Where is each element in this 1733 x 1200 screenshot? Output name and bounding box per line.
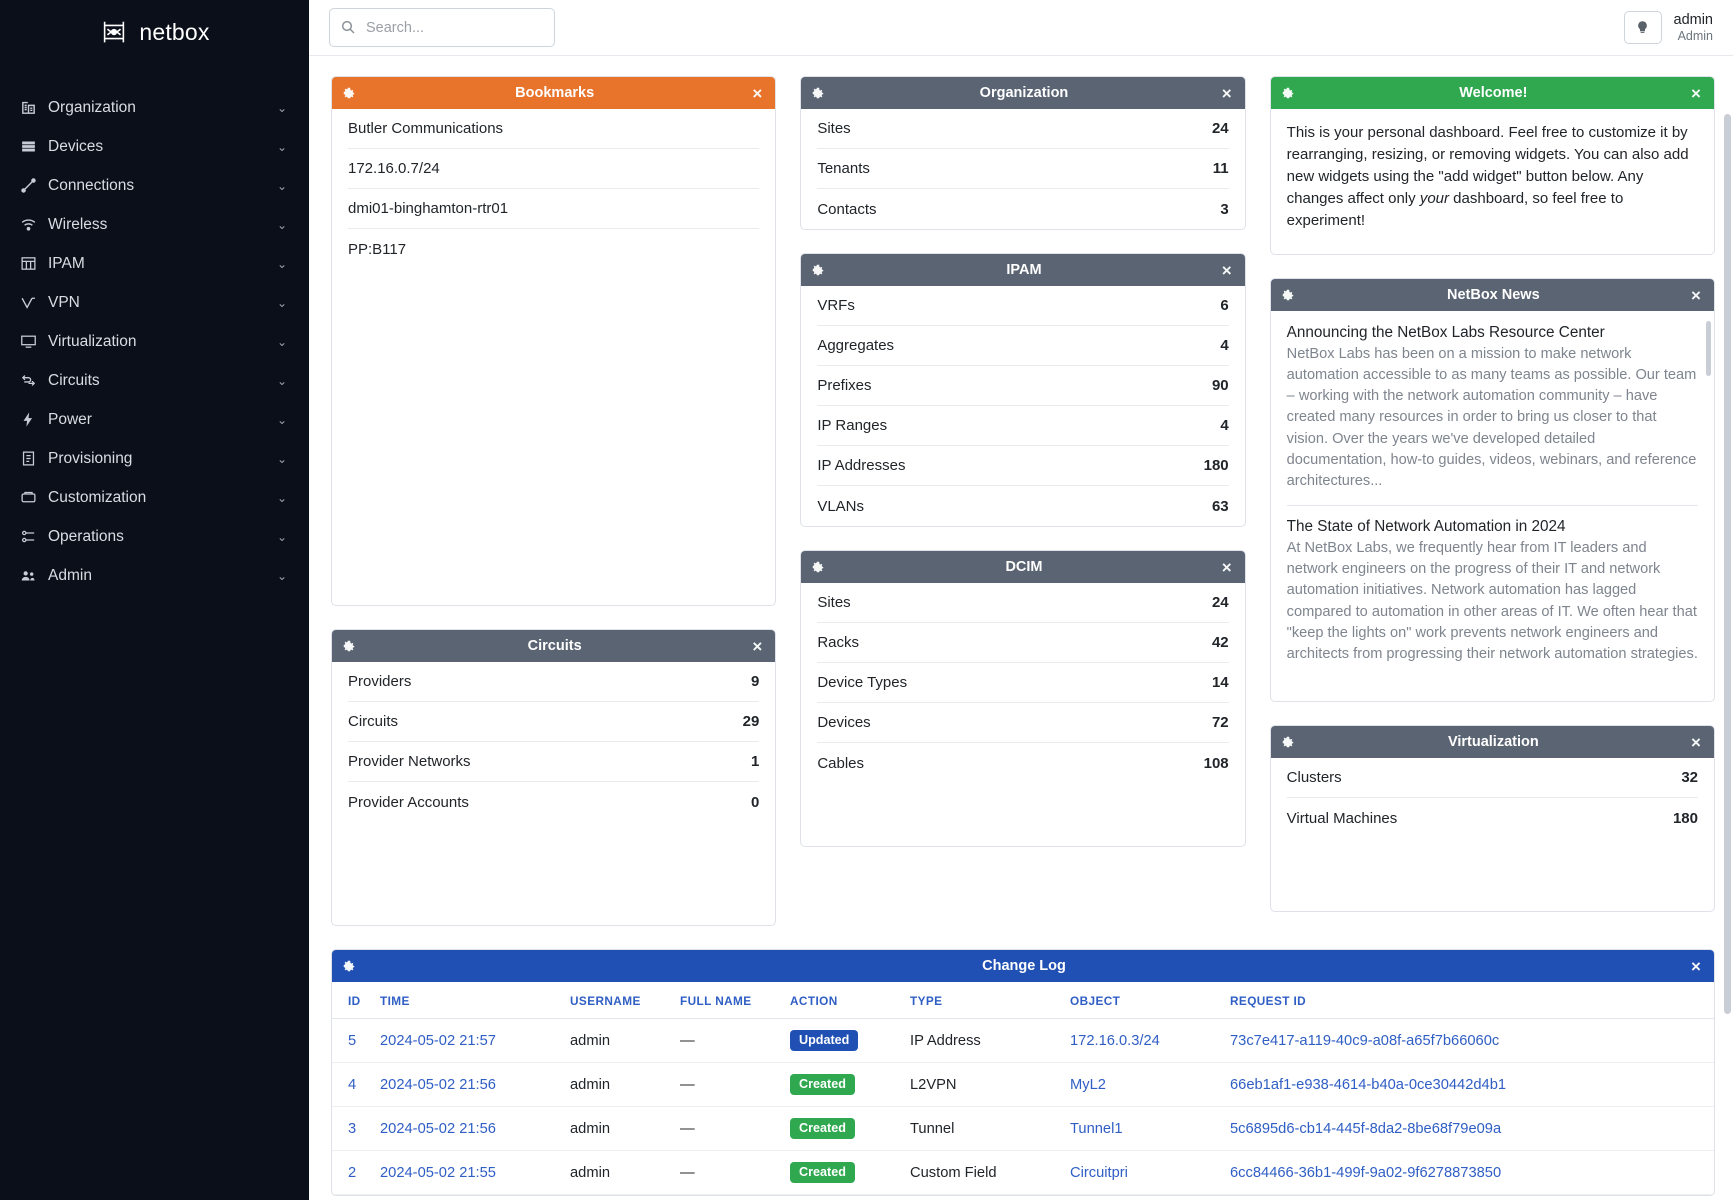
virtualization-icon (20, 333, 46, 350)
column-header-action[interactable]: ACTION (782, 982, 902, 1019)
cell-time[interactable]: 2024-05-02 21:55 (372, 1151, 562, 1195)
widget-virtualization (1270, 725, 1715, 912)
chevron-down-icon: ⌄ (276, 451, 287, 466)
stat-label: Contacts (817, 200, 877, 218)
dashboard (309, 56, 1733, 1200)
stat-value: 180 (1672, 809, 1698, 827)
stat-value: 180 (1203, 457, 1229, 474)
widget-body (332, 662, 775, 822)
stat-value: 42 (1211, 634, 1229, 651)
status-badge: Updated (790, 1030, 858, 1051)
organization-icon (20, 99, 46, 116)
cell-time[interactable]: 2024-05-02 21:56 (372, 1063, 562, 1107)
cell-username: admin (562, 1063, 672, 1107)
gear-icon[interactable] (342, 86, 360, 100)
stat-label: Cables (817, 754, 865, 772)
stat-value: 14 (1211, 674, 1229, 691)
sidebar-item-label: Circuits (48, 371, 100, 389)
admin-icon (20, 567, 46, 584)
stat-label: Device Types (817, 674, 908, 691)
widget-organization (800, 76, 1245, 230)
welcome-text-part2: dashboard, so feel free to experiment! (1286, 190, 1624, 230)
close-icon[interactable]: × (1221, 260, 1232, 280)
cell-type: Custom Field (902, 1151, 1062, 1195)
stat-value: 4 (1220, 417, 1229, 434)
stat-label: Provider Networks (348, 753, 471, 770)
widget-header (801, 77, 1244, 109)
stat-row[interactable] (1287, 798, 1698, 838)
widget-title: DCIM (1005, 559, 1043, 575)
stat-row[interactable] (817, 406, 1228, 446)
widget-netbox-news (1270, 278, 1715, 702)
widget-header (332, 950, 1714, 982)
stat-row[interactable] (817, 623, 1228, 663)
stat-row[interactable] (817, 149, 1228, 189)
stat-value: 24 (1211, 594, 1229, 611)
stat-value: 24 (1211, 120, 1229, 137)
bookmark-label: 172.16.0.7/24 (348, 160, 440, 177)
cell-full-name: — (672, 1063, 782, 1107)
cell-id[interactable]: 4 (332, 1063, 372, 1107)
news-body-text: At NetBox Labs, we frequently hear from IT leaders and network engineers on the progress of their IT and network automation initiatives. Network automation has lagged compared to automation in other areas of IT. We often hear that "keep the lights on" work prevents network engineers and architects from progressing their network automation strategies. (1286, 540, 1698, 662)
cell-request-id[interactable]: 5c6895d6-cb14-445f-8da2-8be68f79e09a (1222, 1107, 1714, 1151)
netbox-logo-icon (99, 17, 129, 47)
stat-value: 11 (1212, 160, 1229, 177)
cell-username: admin (562, 1151, 672, 1195)
news-body-text: NetBox Labs has been on a mission to make network automation accessible to as many teams as possible. Our team – working with the network automation community – have created many resources in order to bring us closer to that vision. Over the years we've developed detailed documentation, how-to guides, videos, webinars, and reference architectures... (1286, 346, 1697, 489)
sidebar-item-label: Wireless (48, 215, 108, 233)
close-icon[interactable]: × (1221, 83, 1232, 103)
widget-header (1271, 726, 1714, 758)
stat-label: Aggregates (817, 337, 895, 354)
stat-label: Providers (348, 673, 412, 690)
stat-value: 63 (1211, 497, 1229, 515)
sidebar-item-label: Power (48, 410, 92, 428)
user-role: Admin (1677, 28, 1713, 43)
welcome-text (1287, 122, 1698, 232)
cell-request-id[interactable]: 66eb1af1-e938-4614-b40a-0ce30442d4b1 (1222, 1063, 1714, 1107)
status-badge: Created (790, 1162, 855, 1183)
page-scrollbar[interactable] (1724, 114, 1731, 1014)
stat-label: VLANs (817, 497, 865, 515)
stat-value: 32 (1681, 769, 1698, 786)
chevron-down-icon: ⌄ (276, 178, 287, 193)
table-row (332, 1151, 1714, 1195)
stat-row[interactable] (817, 109, 1228, 149)
stat-label: Clusters (1286, 769, 1342, 786)
cell-full-name: — (672, 1151, 782, 1195)
stat-row[interactable] (817, 743, 1228, 783)
grid-column-3 (1270, 76, 1715, 935)
close-icon[interactable]: × (1691, 956, 1701, 976)
widget-body (801, 109, 1244, 229)
sidebar-item-label: Admin (48, 566, 92, 584)
cell-object[interactable]: Tunnel1 (1062, 1107, 1222, 1151)
gear-icon[interactable] (1281, 288, 1299, 302)
stat-label: IP Ranges (817, 417, 888, 434)
close-icon[interactable]: × (752, 83, 763, 103)
stat-row[interactable] (817, 366, 1228, 406)
stat-row[interactable] (348, 662, 759, 702)
sidebar-item-power[interactable] (0, 400, 309, 439)
widget-header (801, 254, 1244, 286)
stat-row[interactable] (817, 446, 1228, 486)
list-item[interactable] (348, 149, 759, 189)
widget-body[interactable] (1271, 311, 1714, 701)
devices-icon (20, 138, 46, 155)
list-item[interactable] (348, 109, 759, 149)
sidebar-item-label: Connections (48, 176, 135, 194)
sidebar-item-ipam[interactable] (0, 244, 309, 283)
widget-bookmarks (331, 76, 776, 606)
gear-icon[interactable] (342, 959, 360, 973)
sidebar-nav (0, 88, 309, 595)
provisioning-icon (20, 450, 46, 467)
connections-icon (20, 177, 46, 194)
sidebar-item-organization[interactable] (0, 88, 309, 127)
sidebar-item-label: Provisioning (48, 449, 133, 467)
news-headline[interactable]: The State of Network Automation in 2024 (1286, 518, 1566, 536)
stat-row[interactable] (817, 486, 1228, 526)
widget-ipam (800, 253, 1245, 527)
widget-header (1271, 77, 1714, 109)
sidebar-item-provisioning[interactable] (0, 439, 309, 478)
news-headline[interactable]: Announcing the NetBox Labs Resource Center (1286, 324, 1605, 341)
column-header-object[interactable]: OBJECT (1062, 982, 1222, 1019)
column-header-time[interactable]: TIME (372, 982, 562, 1019)
stat-value: 3 (1220, 200, 1229, 218)
stat-row[interactable] (817, 663, 1228, 703)
wireless-icon (20, 216, 46, 233)
widget-header (1271, 279, 1714, 311)
stat-label: Sites (817, 120, 851, 137)
stat-value: 1 (750, 753, 760, 770)
sidebar-item-vpn[interactable] (0, 283, 309, 322)
stat-row[interactable] (348, 742, 759, 782)
cell-request-id[interactable]: 73c7e417-a119-40c9-a08f-a65f7b66060c (1222, 1019, 1714, 1063)
sidebar-item-label: VPN (48, 293, 80, 311)
widget-title: Bookmarks (515, 85, 595, 101)
widget-title: Welcome! (1459, 85, 1528, 101)
grid-column-1 (331, 76, 776, 949)
topbar-right (1624, 11, 1716, 45)
cell-id[interactable]: 3 (332, 1107, 372, 1151)
widget-circuits (331, 629, 776, 926)
status-badge: Created (790, 1074, 855, 1095)
cell-action (782, 1019, 902, 1063)
user-menu[interactable] (1674, 11, 1716, 45)
sidebar-item-label: Customization (48, 488, 147, 506)
table-row (332, 1063, 1714, 1107)
widget-header (801, 551, 1244, 583)
column-header-username[interactable]: USERNAME (562, 982, 672, 1019)
widget-title: Virtualization (1447, 734, 1539, 750)
close-icon[interactable]: × (752, 636, 763, 656)
chevron-down-icon: ⌄ (276, 334, 287, 349)
sidebar-item-connections[interactable] (0, 166, 309, 205)
widget-header (332, 630, 775, 662)
column-header-type[interactable]: TYPE (902, 982, 1062, 1019)
cell-type: Tunnel (902, 1107, 1062, 1151)
table-row (332, 1107, 1714, 1151)
sidebar-item-circuits[interactable] (0, 361, 309, 400)
stat-label: Sites (817, 594, 851, 611)
table-header (332, 982, 1714, 1019)
power-icon (20, 411, 46, 428)
sidebar-item-label: IPAM (48, 254, 85, 272)
widget-body (801, 286, 1244, 526)
column-header-full-name[interactable]: FULL NAME (672, 982, 782, 1019)
widget-grid (331, 76, 1715, 949)
cell-full-name: — (672, 1019, 782, 1063)
stat-label: Devices (817, 714, 871, 731)
widget-body (1271, 109, 1714, 254)
sidebar-item-label: Devices (48, 137, 104, 155)
stat-row[interactable] (817, 189, 1228, 229)
circuits-icon (20, 372, 46, 389)
sidebar-item-devices[interactable] (0, 127, 309, 166)
widget-body (801, 583, 1244, 783)
stat-label: Virtual Machines (1286, 809, 1398, 827)
stat-value: 108 (1203, 754, 1229, 772)
search-icon (340, 19, 356, 35)
user-name: admin (1673, 11, 1713, 28)
stat-label: Provider Accounts (348, 793, 469, 811)
stat-value: 4 (1220, 337, 1229, 354)
stat-value: 6 (1220, 297, 1229, 314)
gear-icon[interactable] (1281, 735, 1299, 749)
divider (1287, 505, 1698, 506)
sidebar-item-label: Virtualization (48, 332, 137, 350)
widget-welcome (1270, 76, 1715, 255)
chevron-down-icon: ⌄ (276, 217, 287, 232)
table-header-row (332, 982, 1714, 1019)
widget-title: NetBox News (1446, 287, 1540, 303)
widget-dcim (800, 550, 1245, 847)
list-item[interactable] (348, 229, 759, 269)
stat-value: 29 (742, 713, 760, 730)
brand[interactable] (0, 4, 309, 60)
customization-icon (20, 489, 46, 506)
stat-row[interactable] (817, 326, 1228, 366)
chevron-down-icon: ⌄ (276, 100, 287, 115)
stat-value: 72 (1211, 714, 1229, 731)
gear-icon[interactable] (811, 86, 829, 100)
cell-time[interactable]: 2024-05-02 21:57 (372, 1019, 562, 1063)
cell-object[interactable]: Circuitpri (1062, 1151, 1222, 1195)
gear-icon[interactable] (342, 639, 360, 653)
cell-full-name: — (672, 1107, 782, 1151)
sidebar-item-customization[interactable] (0, 478, 309, 517)
cell-type: IP Address (902, 1019, 1062, 1063)
brand-text: netbox (139, 18, 210, 45)
chevron-down-icon: ⌄ (276, 412, 287, 427)
chevron-down-icon: ⌄ (276, 529, 287, 544)
column-header-id[interactable]: ID (332, 982, 372, 1019)
cell-username: admin (562, 1019, 672, 1063)
main-area (309, 0, 1733, 1200)
column-header-request-id[interactable]: REQUEST ID (1222, 982, 1714, 1019)
close-icon[interactable]: × (1691, 83, 1701, 103)
widget-title: Circuits (527, 638, 582, 654)
news-scrollbar[interactable] (1706, 321, 1711, 376)
cell-username: admin (562, 1107, 672, 1151)
list-item[interactable] (348, 189, 759, 229)
operations-icon (20, 528, 46, 545)
bookmark-label: dmi01-binghamton-rtr01 (348, 200, 509, 217)
stat-value: 0 (750, 793, 760, 811)
close-icon[interactable]: × (1221, 557, 1232, 577)
gear-icon[interactable] (811, 560, 829, 574)
table-row (332, 1019, 1714, 1063)
bookmark-label: Butler Communications (348, 120, 504, 137)
sidebar-item-wireless[interactable] (0, 205, 309, 244)
widget-header (332, 77, 775, 109)
close-icon[interactable]: × (1691, 285, 1701, 305)
stat-label: Prefixes (817, 377, 872, 394)
stat-label: Racks (817, 634, 860, 651)
chevron-down-icon: ⌄ (276, 295, 287, 310)
vpn-icon (20, 294, 46, 311)
stat-row[interactable] (817, 286, 1228, 326)
close-icon[interactable]: × (1691, 732, 1701, 752)
stat-label: Circuits (348, 713, 399, 730)
bookmark-label: PP:B117 (348, 240, 407, 258)
gear-icon[interactable] (811, 263, 829, 277)
sidebar (0, 0, 309, 1200)
sidebar-item-virtualization[interactable] (0, 322, 309, 361)
stat-value: 9 (750, 673, 760, 690)
cell-action (782, 1151, 902, 1195)
status-badge: Created (790, 1118, 855, 1139)
stat-row[interactable] (817, 703, 1228, 743)
widget-body (1271, 758, 1714, 838)
cell-time[interactable]: 2024-05-02 21:56 (372, 1107, 562, 1151)
sidebar-item-label: Operations (48, 527, 124, 545)
table-body (332, 1019, 1714, 1195)
grid-column-2 (800, 76, 1245, 870)
stat-row[interactable] (1287, 758, 1698, 798)
stat-row[interactable] (348, 702, 759, 742)
widget-body (332, 109, 775, 269)
widget-title: Change Log (982, 958, 1066, 974)
search-input[interactable] (329, 8, 555, 47)
chevron-down-icon: ⌄ (276, 256, 287, 271)
chevron-down-icon: ⌄ (276, 490, 287, 505)
stat-label: IP Addresses (817, 457, 906, 474)
cell-object[interactable]: 172.16.0.3/24 (1062, 1019, 1222, 1063)
stat-label: VRFs (817, 297, 855, 314)
gear-icon[interactable] (1281, 86, 1299, 100)
stat-row[interactable] (348, 782, 759, 822)
stat-label: Tenants (817, 160, 870, 177)
widget-change-log (331, 949, 1715, 1196)
cell-type: L2VPN (902, 1063, 1062, 1107)
theme-toggle-button[interactable] (1624, 11, 1662, 44)
search-box[interactable] (329, 8, 555, 47)
cell-action (782, 1107, 902, 1151)
cell-request-id[interactable]: 6cc84466-36b1-499f-9a02-9f6278873850 (1222, 1151, 1714, 1195)
widget-title: Organization (979, 85, 1069, 101)
topbar (309, 0, 1733, 56)
welcome-text-emphasis: your (1419, 190, 1449, 208)
chevron-down-icon: ⌄ (276, 373, 287, 388)
widget-title: IPAM (1006, 262, 1042, 278)
sidebar-item-operations[interactable] (0, 517, 309, 556)
stat-value: 90 (1211, 377, 1229, 394)
sidebar-item-admin[interactable] (0, 556, 309, 595)
chevron-down-icon: ⌄ (276, 139, 287, 154)
change-log-table (332, 982, 1714, 1195)
stat-row[interactable] (817, 583, 1228, 623)
ipam-icon (20, 255, 46, 272)
cell-id[interactable]: 5 (332, 1019, 372, 1063)
welcome-text-part1: This is your personal dashboard. Feel free to customize it by rearranging, resizing, or removing widgets. You can also add new widgets using the "add widget" button below. Any changes affect only (1286, 124, 1689, 208)
cell-action (782, 1063, 902, 1107)
cell-id[interactable]: 2 (332, 1151, 372, 1195)
cell-object[interactable]: MyL2 (1062, 1063, 1222, 1107)
chevron-down-icon: ⌄ (276, 568, 287, 583)
sidebar-item-label: Organization (48, 98, 136, 116)
